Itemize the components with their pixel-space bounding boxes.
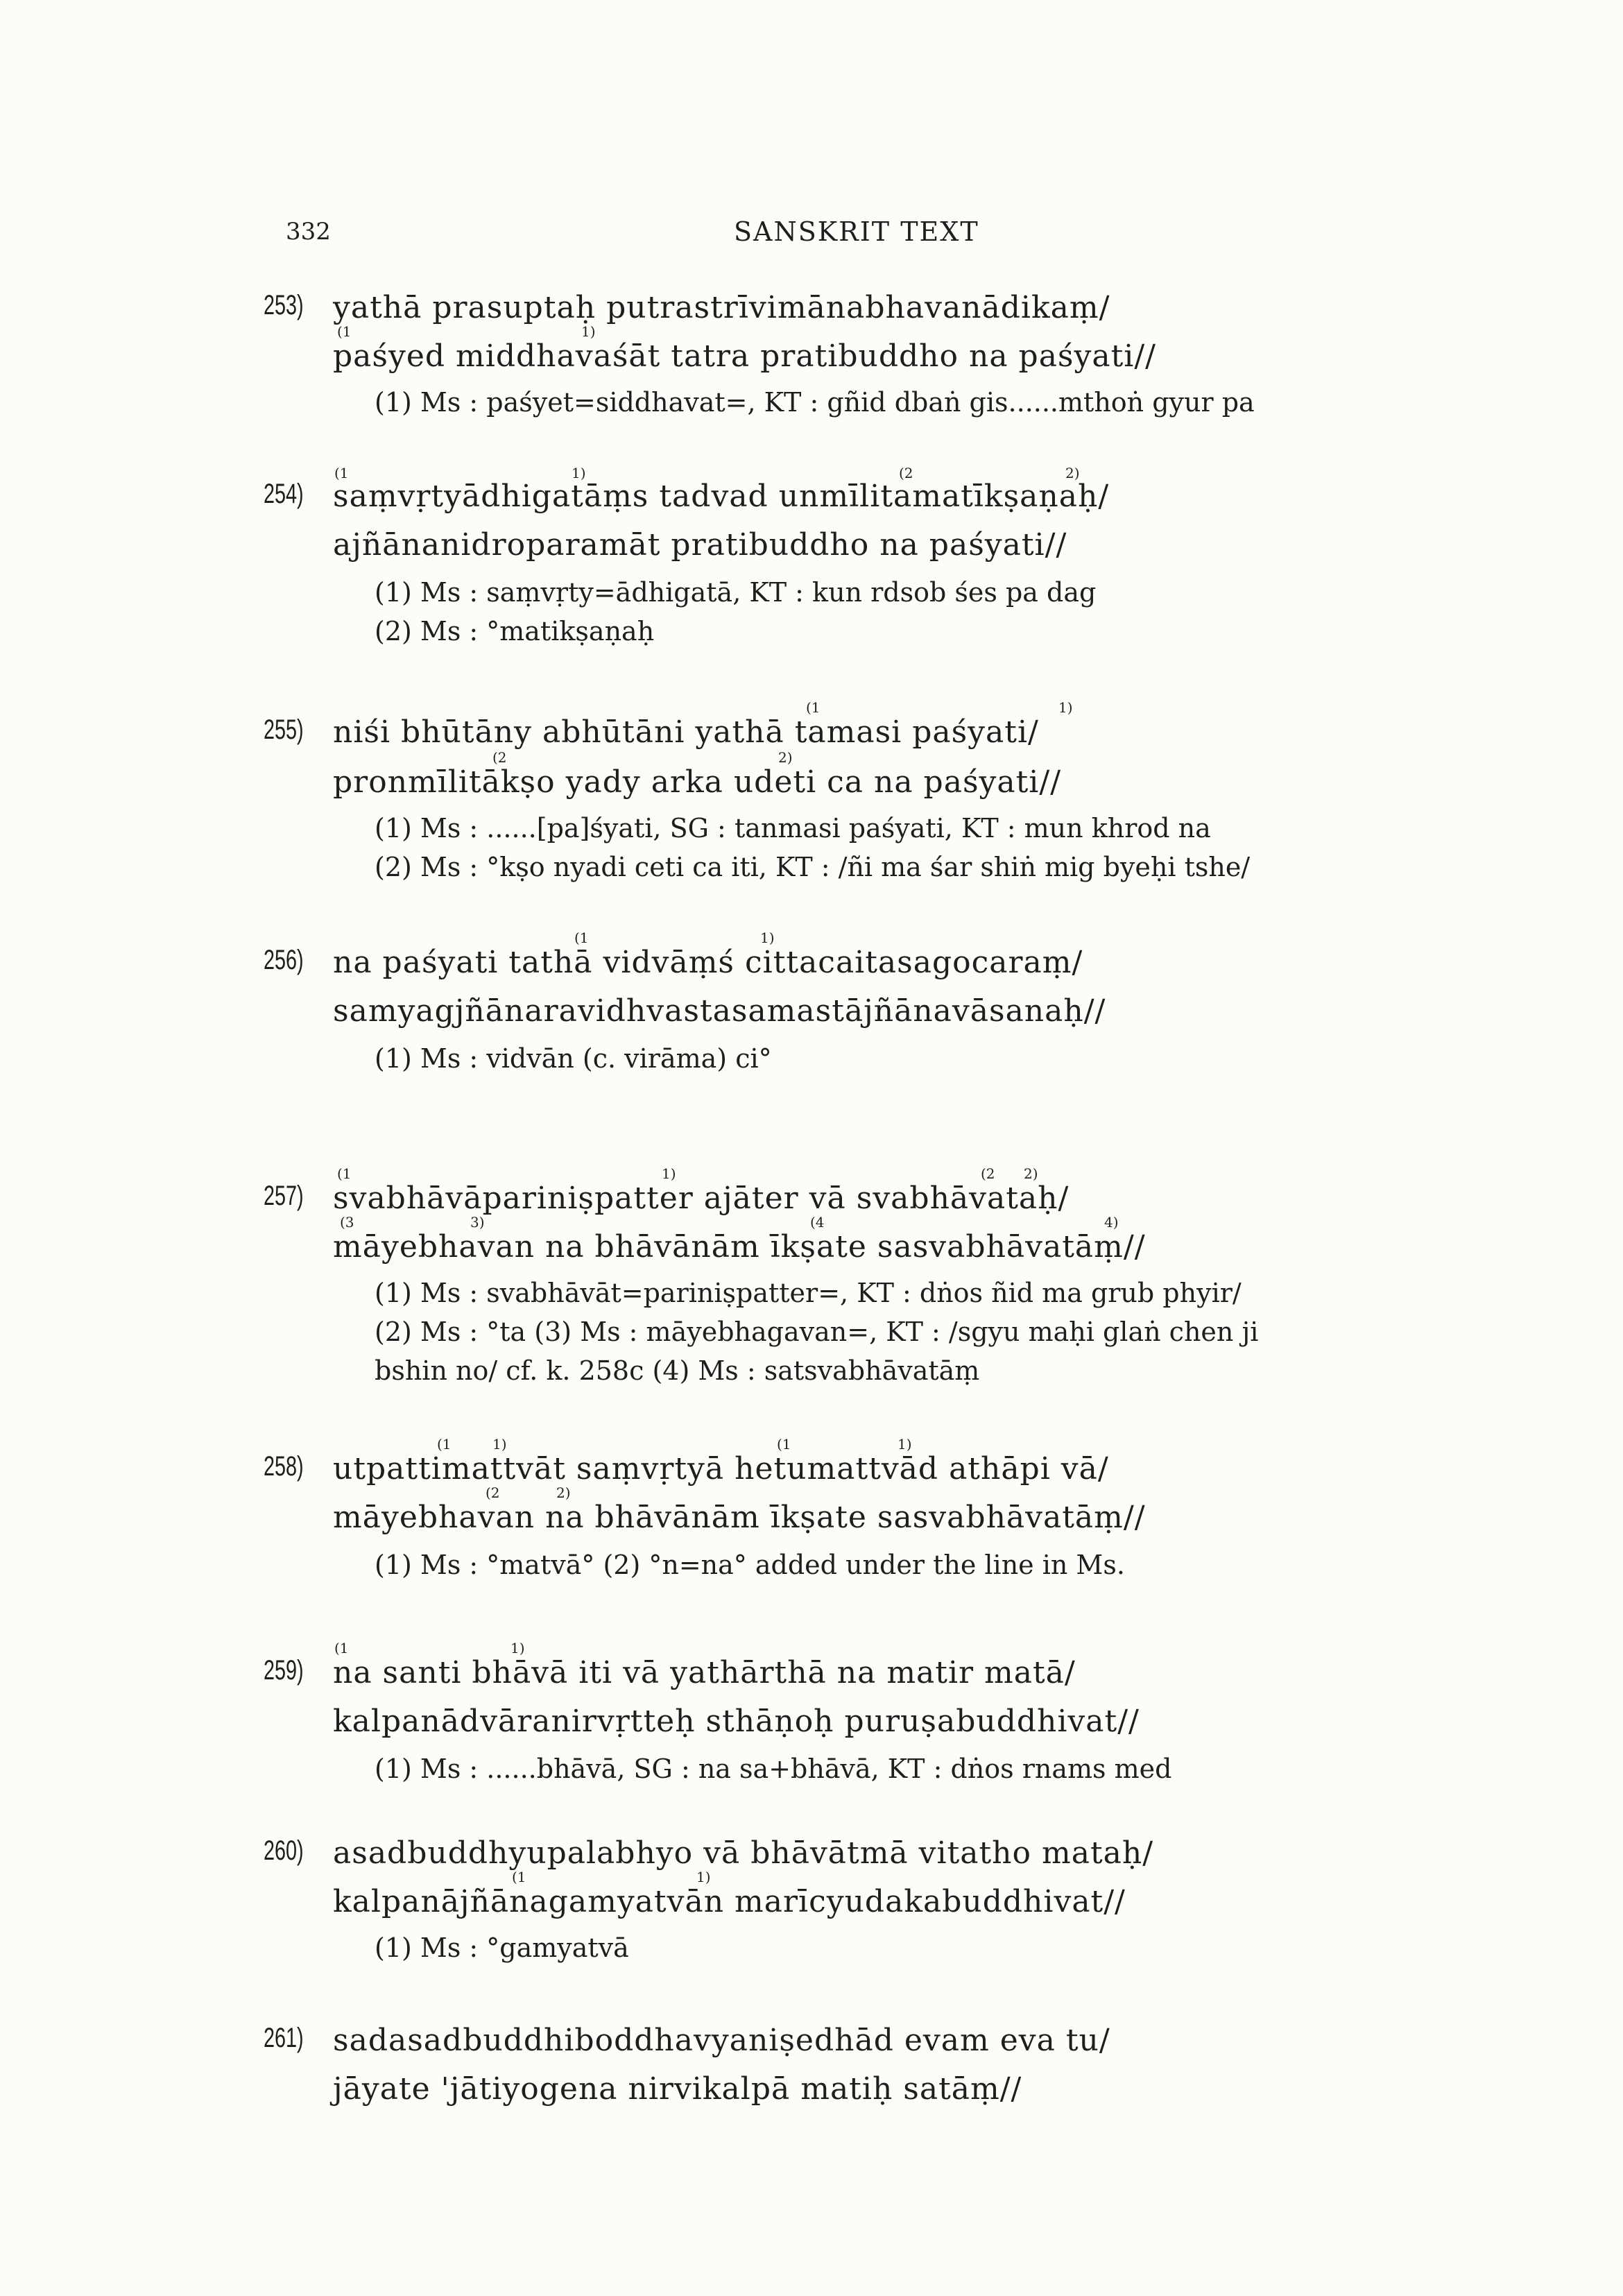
footnote-mark: (4 (810, 1214, 825, 1231)
footnote-mark: 1) (898, 1436, 912, 1453)
footnote-mark: 2) (1024, 1165, 1038, 1182)
footnote-mark: (1 (337, 323, 352, 340)
footnote-mark: (1 (512, 1869, 526, 1885)
footnote: (1) Ms : ......bhāvā, SG : na sa+bhāvā, KT : dṅos rnams med (375, 1754, 1172, 1784)
verse-line: sadasadbuddhiboddhavyaniṣedhād evam eva tu/ (333, 2023, 1110, 2058)
verse-number: 254) (264, 479, 304, 509)
verse-line: kalpanādvāranirvṛtteḥ sthāṇoḥ puruṣabuddhivat// (333, 1704, 1140, 1739)
footnote-mark: 1) (760, 929, 775, 946)
footnote-mark: (3 (340, 1214, 354, 1231)
footnote-mark: (1 (437, 1436, 452, 1453)
verse-line: kalpanājñānagamyatvān marīcyudakabuddhivat// (333, 1884, 1126, 1919)
footnote-mark: (2 (492, 749, 507, 766)
verse-number: 255) (264, 714, 304, 745)
footnote-mark: 3) (470, 1214, 485, 1231)
footnote-mark: 4) (1104, 1214, 1119, 1231)
footnote-mark: (2 (899, 465, 913, 481)
footnote: (1) Ms : vidvān (c. virāma) ci° (375, 1043, 772, 1074)
verse-line: na santi bhāvā iti vā yathārthā na matir matā/ (333, 1655, 1076, 1690)
verse-line: ajñānanidroparamāt pratibuddho na paśyati// (333, 527, 1067, 563)
footnote-mark: 1) (510, 1640, 525, 1656)
footnote-mark: (1 (334, 465, 349, 481)
footnote-mark: 1) (662, 1165, 676, 1182)
footnote-mark: (1 (334, 1640, 349, 1656)
verse-line: asadbuddhyupalabhyo vā bhāvātmā vitatho mataḥ/ (333, 1835, 1154, 1871)
running-title: SANSKRIT TEXT (734, 216, 979, 247)
footnote: (1) Ms : saṃvṛty=ādhigatā, KT : kun rdsob śes pa dag (375, 577, 1097, 608)
footnote: (2) Ms : °ta (3) Ms : māyebhagavan=, KT : /sgyu maḥi glaṅ chen ji (375, 1317, 1259, 1347)
footnote: bshin no/ cf. k. 258c (4) Ms : satsvabhāvatāṃ (375, 1355, 980, 1386)
verse-number: 258) (264, 1451, 304, 1482)
verse-number: 256) (264, 945, 304, 975)
verse-line: yathā prasuptaḥ putrastrīvimānabhavanādikaṃ/ (333, 290, 1110, 325)
verse-number: 259) (264, 1655, 304, 1686)
verse-line: jāyate 'jātiyogena nirvikalpā matiḥ satāṃ// (333, 2071, 1022, 2107)
verse-line: utpattimattvāt saṃvṛtyā hetumattvād athāpi vā/ (333, 1451, 1109, 1487)
footnote: (2) Ms : °matikṣaṇaḥ (375, 616, 655, 646)
footnote-mark: (1 (337, 1165, 352, 1182)
footnote-mark: 1) (572, 465, 586, 481)
footnote-mark: 1) (492, 1436, 507, 1453)
footnote-mark: (1 (777, 1436, 791, 1453)
verse-number: 261) (264, 2023, 304, 2053)
verse-line: samyagjñānaravidhvastasamastājñānavāsanaḥ// (333, 993, 1106, 1029)
footnote-mark: (2 (486, 1484, 500, 1501)
footnote: (1) Ms : paśyet=siddhavat=, KT : gñid dbaṅ gis......mthoṅ gyur pa (375, 387, 1255, 418)
footnote-mark: 2) (1065, 465, 1080, 481)
verse-line: na paśyati tathā vidvāṃś cittacaitasagocaraṃ/ (333, 945, 1083, 980)
verse-line: saṃvṛtyādhigatāṃs tadvad unmīlitamatīkṣaṇaḥ/ (333, 479, 1110, 514)
footnote: (2) Ms : °kṣo nyadi ceti ca iti, KT : /ñi ma śar shiṅ mig byeḥi tshe/ (375, 852, 1251, 882)
footnote: (1) Ms : svabhāvāt=pariniṣpatter=, KT : dṅos ñid ma grub phyir/ (375, 1278, 1242, 1308)
verse-line: paśyed middhavaśāt tatra pratibuddho na paśyati// (333, 339, 1157, 374)
page-number: 332 (286, 218, 331, 246)
footnote-mark: 2) (556, 1484, 571, 1501)
verse-line: pronmīlitākṣo yady arka udeti ca na paśyati// (333, 764, 1062, 800)
footnote-mark: (1 (574, 929, 589, 946)
verse-number: 253) (264, 290, 304, 320)
verse-line: niśi bhūtāny abhūtāni yathā tamasi paśyati/ (333, 714, 1039, 750)
footnote-mark: 1) (581, 323, 596, 340)
footnote-mark: (2 (981, 1165, 995, 1182)
footnote: (1) Ms : ......[pa]śyati, SG : tanmasi paśyati, KT : mun khrod na (375, 813, 1211, 843)
verse-line: māyebhavan na bhāvānām īkṣate sasvabhāvatāṃ// (333, 1500, 1146, 1535)
footnote: (1) Ms : °gamyatvā (375, 1933, 629, 1963)
footnote: (1) Ms : °matvā° (2) °n=na° added under the line in Ms. (375, 1550, 1125, 1580)
footnote-mark: 1) (696, 1869, 711, 1885)
verse-number: 257) (264, 1181, 304, 1211)
verse-number: 260) (264, 1835, 304, 1866)
footnote-mark: 1) (1058, 699, 1073, 716)
footnote-mark: (1 (806, 699, 821, 716)
verse-line: māyebhavan na bhāvānām īkṣate sasvabhāvatāṃ// (333, 1229, 1146, 1265)
footnote-mark: 2) (778, 749, 793, 766)
verse-line: svabhāvāpariniṣpatter ajāter vā svabhāvataḥ/ (333, 1181, 1070, 1216)
